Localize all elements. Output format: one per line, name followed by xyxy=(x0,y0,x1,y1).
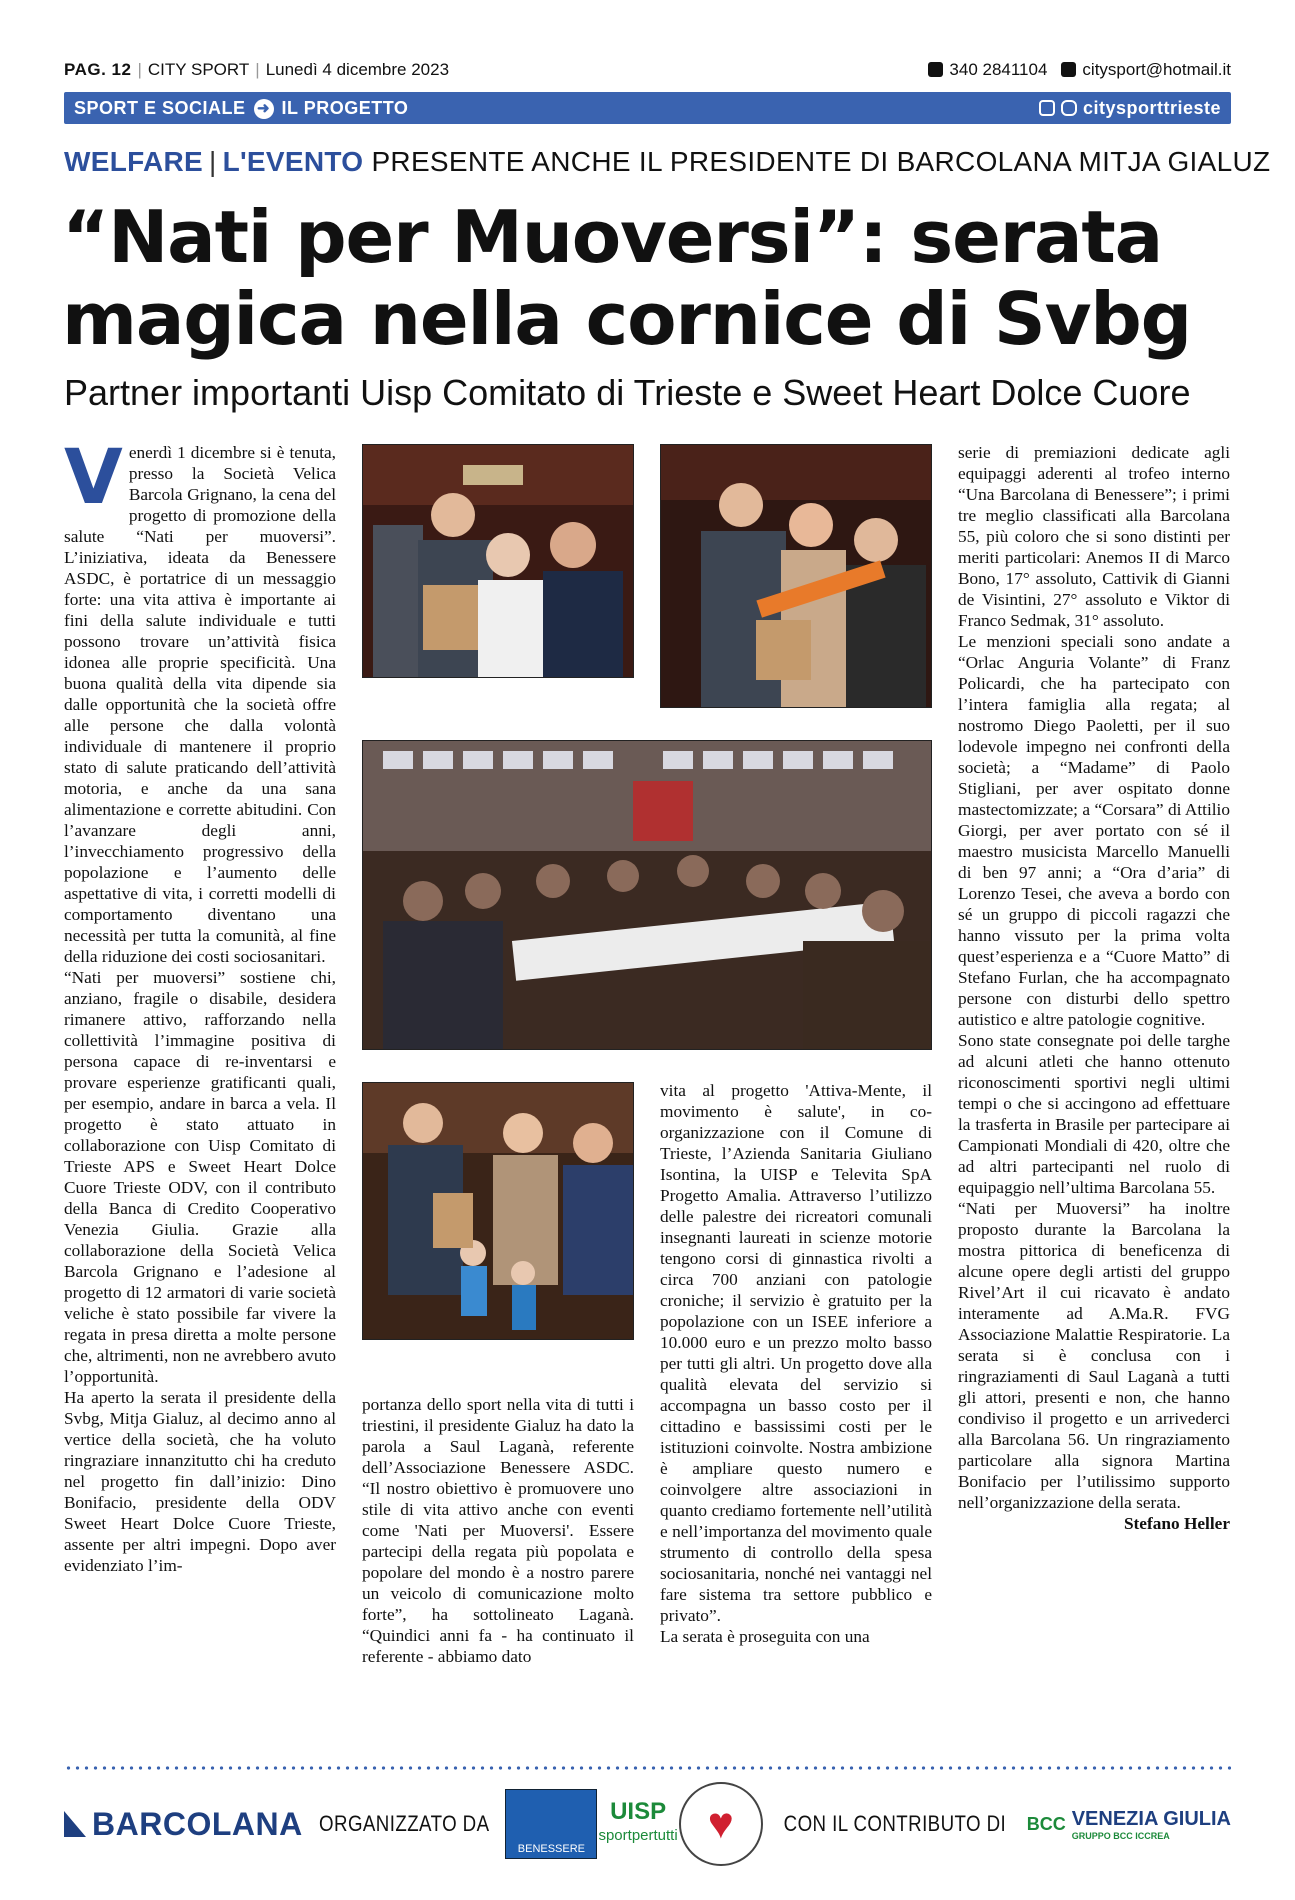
organized-by-label: ORGANIZZATO DA xyxy=(318,1811,490,1836)
photo-dinner xyxy=(362,740,932,1050)
bcc-logo xyxy=(1027,1808,1231,1841)
barcolana-text: BARCOLANA xyxy=(92,1805,303,1842)
section-name: SPORT E SOCIALE xyxy=(74,97,246,118)
article-column-4 xyxy=(958,442,1230,1534)
section-bar xyxy=(64,92,1231,124)
subsection-name: IL PROGETTO xyxy=(281,97,409,118)
phone-icon xyxy=(928,62,943,77)
mail-icon xyxy=(1061,62,1076,77)
section-breadcrumb xyxy=(74,98,408,119)
issue-date: Lunedì 4 dicembre 2023 xyxy=(265,60,450,79)
bcc-region: VENEZIA GIULIA xyxy=(1071,1807,1231,1830)
instagram-icon xyxy=(1061,100,1077,116)
uisp-logo xyxy=(598,1800,677,1848)
paragraph: portanza dello sport nella vita di tutti i triestini, il presidente Gialuz ha dato la parola a Saul Laganà, referente dell’Associazione Benessere ASDC. “Il nostro obiettivo è promuovere uno stile di vita attivo anche con eventi come 'Nati per Muoversi'. Essere partecipi della regata più popolata e popolare del mondo è a nostro parere un veicolo di comunicazione molto forte”, ha sottolineato Laganà. “Quindici anni fa - ha continuato il referente - abbiamo dato xyxy=(362,1395,634,1666)
kicker: WELFARE | L'EVENTO PRESENTE ANCHE IL PRESIDENTE DI BARCOLANA MITJA GIALUZ xyxy=(64,146,1271,177)
barcolana-logo xyxy=(64,1806,303,1843)
contribution-label: CON IL CONTRIBUTO DI xyxy=(783,1811,1007,1836)
photo-award-2 xyxy=(660,444,932,708)
paragraph: Le menzioni speciali sono andate a “Orlac Anguria Volante” di Franz Policardi, che ha partecipato con l’intera famiglia alla regata; al nostromo Diego Paoletti, per il suo lodevole impegno nei confronti della società; a “Madame” di Paolo Stigliani, per aver ospitato donne mastectomizzate; a “Corsara” di Attilio Giorgi, per aver portato con sé il maestro musicista Marcello Manuelli di ben 97 anni; a “Ora d’aria” di Lorenzo Tesei, che aveva a bordo con sé un gruppo di piccoli ragazzi che hanno vissuto per la prima volta quest’esperienza e a “Cuore Matto” di Stefano Furlan, che ha accompagnato persone con disturbi dello spettro autistico e altre patologie cognitive. xyxy=(958,632,1230,1029)
benessere-text: BENESSERE xyxy=(517,1843,586,1855)
social-handle xyxy=(1039,98,1221,119)
dropcap: V xyxy=(64,432,123,521)
heart-icon: ♥ xyxy=(707,1799,734,1848)
benessere-logo xyxy=(505,1789,597,1859)
paragraph: “Nati per Muoversi” ha inoltre proposto durante la Barcolana la mostra pittorica di beneficenza di alcune opere degli artisti del gruppo Rivel’Art il cui ricavato è andato interamente ad A.Ma.R. FVG Associazione Malattie Respiratorie. La serata si è conclusa con i ringraziamenti di Saul Laganà a tutti gli attori, presenti e non, che hanno condiviso il progetto e un arrivederci alla Barcolana 56. Un ringraziamento particolare alla signora Martina Bonifacio per l’utilissimo supporto nell’organizzazione della serata. xyxy=(958,1199,1230,1512)
divider-dotted xyxy=(64,1766,1231,1770)
header-contacts xyxy=(928,60,1231,80)
header-left: PAG. 12 | CITY SPORT | Lunedì 4 dicembre 2023 xyxy=(64,60,450,79)
contact-email xyxy=(1061,60,1231,80)
article-column-3 xyxy=(660,1080,932,1647)
kicker-tag-evento: L'EVENTO xyxy=(222,146,364,177)
photo-award-3 xyxy=(362,1082,634,1340)
headline: “Nati per Muoversi”: serata magica nella cornice di Svbg xyxy=(62,195,1191,361)
photo-award-1 xyxy=(362,444,634,678)
facebook-icon xyxy=(1039,100,1055,116)
page-number: PAG. 12 xyxy=(64,60,132,79)
kicker-text: PRESENTE ANCHE IL PRESIDENTE DI BARCOLANA MITJA GIALUZ xyxy=(371,146,1271,177)
paragraph: Sono state consegnate poi delle targhe ad alcuni atleti che hanno ottenuto riconoscimenti sportivi negli ultimi tempi o che si accingono ad effettuare la trasferta in Brasile per partecipare ai Campionati Mondiali di 420, oltre che ad altri partecipanti nel ruolo di equipaggio nell’ultima Barcolana 55. xyxy=(958,1031,1230,1197)
contact-phone xyxy=(928,60,1047,80)
page-header xyxy=(64,56,1231,84)
article-column-1 xyxy=(64,432,336,1576)
paragraph: La serata è proseguita con una xyxy=(660,1627,870,1646)
article-column-2 xyxy=(362,1394,634,1667)
social-name: citysporttrieste xyxy=(1082,97,1221,118)
uisp-subtext: sportpertutti xyxy=(598,1827,678,1844)
sail-icon xyxy=(64,1811,86,1837)
paragraph: enerdì 1 dicembre si è tenuta, presso la Società Velica Barcola Grignano, la cena del progetto di promozione della salute “Nati per muoversi”. L’iniziativa, ideata da Benessere ASDC, è portatrice di un messaggio forte: una vita attiva è importante ai fini della salute individuale e tutti possono trovare un’attività fisica idonea alle proprie specificità. Una buona qualità della vita dipende sia dalle opportunità che la società offre alle persone che dalla volontà individuale di mantenere il proprio stato di salute praticando dell’attività motoria, e anche da una sana alimentazione e corrette abitudini. Con l’avanzare degli anni, l’invecchiamento progressivo della popolazione e l’aumento delle aspettative di vita, i corretti modelli di comportamento diventano una necessità per tutta la comunità, al fine della riduzione dei costi sociosanitari. xyxy=(64,443,336,966)
phone-number: 340 2841104 xyxy=(949,60,1048,79)
sponsor-footer xyxy=(64,1782,1231,1866)
paragraph: serie di premiazioni dedicate agli equipaggi aderenti al trofeo interno “Una Barcolana di Benessere”; i primi tre meglio classificati alla Barcolana 55, più coloro che si sono distinti per meriti particolari: Anemos II di Marco Bono, 17° assoluto, Cattivik di Gianni de Visintini, 27° assoluto e Viktor di Franco Sedmak, 31° assoluto. xyxy=(958,443,1230,630)
paragraph: “Nati per muoversi” sostiene chi, anziano, fragile o disabile, desidera rimanere attivo, rafforzando nella collettività l’immagine positiva di persona capace di re-inventarsi e provare esperienze gratificanti quali, per esempio, andare in barca a vela. Il progetto è stato attuato in collaborazione con Uisp Comitato di Trieste APS e Sweet Heart Dolce Cuore Trieste ODV, con il contributo della Banca di Credito Cooperativo Venezia Giulia. Grazie alla collaborazione della Società Velica Barcola Grignano e l’adesione al progetto di 12 armatori di varie società veliche è stato possibile far vivere la regata in presa diretta a molte persone che, altrimenti, non ne avrebbero avuto l’opportunità. xyxy=(64,968,336,1386)
paragraph: Ha aperto la serata il presidente della Svbg, Mitja Gialuz, al decimo anno al vertice della società, che ha voluto ringraziare innanzitutto chi ha creduto nel progetto fin dall’inizio: Dino Bonifacio, presidente della ODV Sweet Heart Dolce Cuore Trieste, assente per altri impegni. Dopo aver evidenziato l’im- xyxy=(64,1388,336,1575)
kicker-tag-welfare: WELFARE xyxy=(64,146,203,177)
author-byline: Stefano Heller xyxy=(1123,1514,1230,1533)
subheadline: Partner importanti Uisp Comitato di Trieste e Sweet Heart Dolce Cuore xyxy=(64,372,1191,413)
uisp-text: UISP xyxy=(610,1798,667,1825)
arrow-right-icon: ➜ xyxy=(254,99,274,119)
bcc-text: BCC xyxy=(1026,1813,1066,1834)
paragraph: vita al progetto 'Attiva-Mente, il movimento è salute', in co-organizzazione con il Comune di Trieste, l’Azienda Sanitaria Giuliano Isontina, la UISP e Televita SpA Progetto Amalia. Attraverso l’utilizzo delle palestre dei ricreatori comunali insegnanti laureati in scienze motorie tengono corsi di ginnastica rivolti a circa 700 anziani con patologie croniche; il servizio è gratuito per la popolazione con un ISEE inferiore a 10.000 euro e un prezzo molto basso per tutti gli altri. Un progetto dove alla qualità elevata del servizio si accompagna un basso costo per il cittadino e bassissimi costi per le istituzioni coinvolte. Nostra ambizione è ampliare questo numero e coinvolgere altre associazioni in quanto crediamo fortemente nell’utilità e nell’importanza del movimento quale strumento di controllo della spesa sociosanitaria, nonché nei vantaggi nel fare sistema tra settore pubblico e privato”. xyxy=(660,1081,932,1625)
email-address: citysport@hotmail.it xyxy=(1082,60,1231,79)
dolce-cuore-logo xyxy=(679,1782,763,1866)
paper-name: CITY SPORT xyxy=(147,60,250,79)
bcc-group: GRUPPO BCC ICCREA xyxy=(1071,1830,1170,1841)
